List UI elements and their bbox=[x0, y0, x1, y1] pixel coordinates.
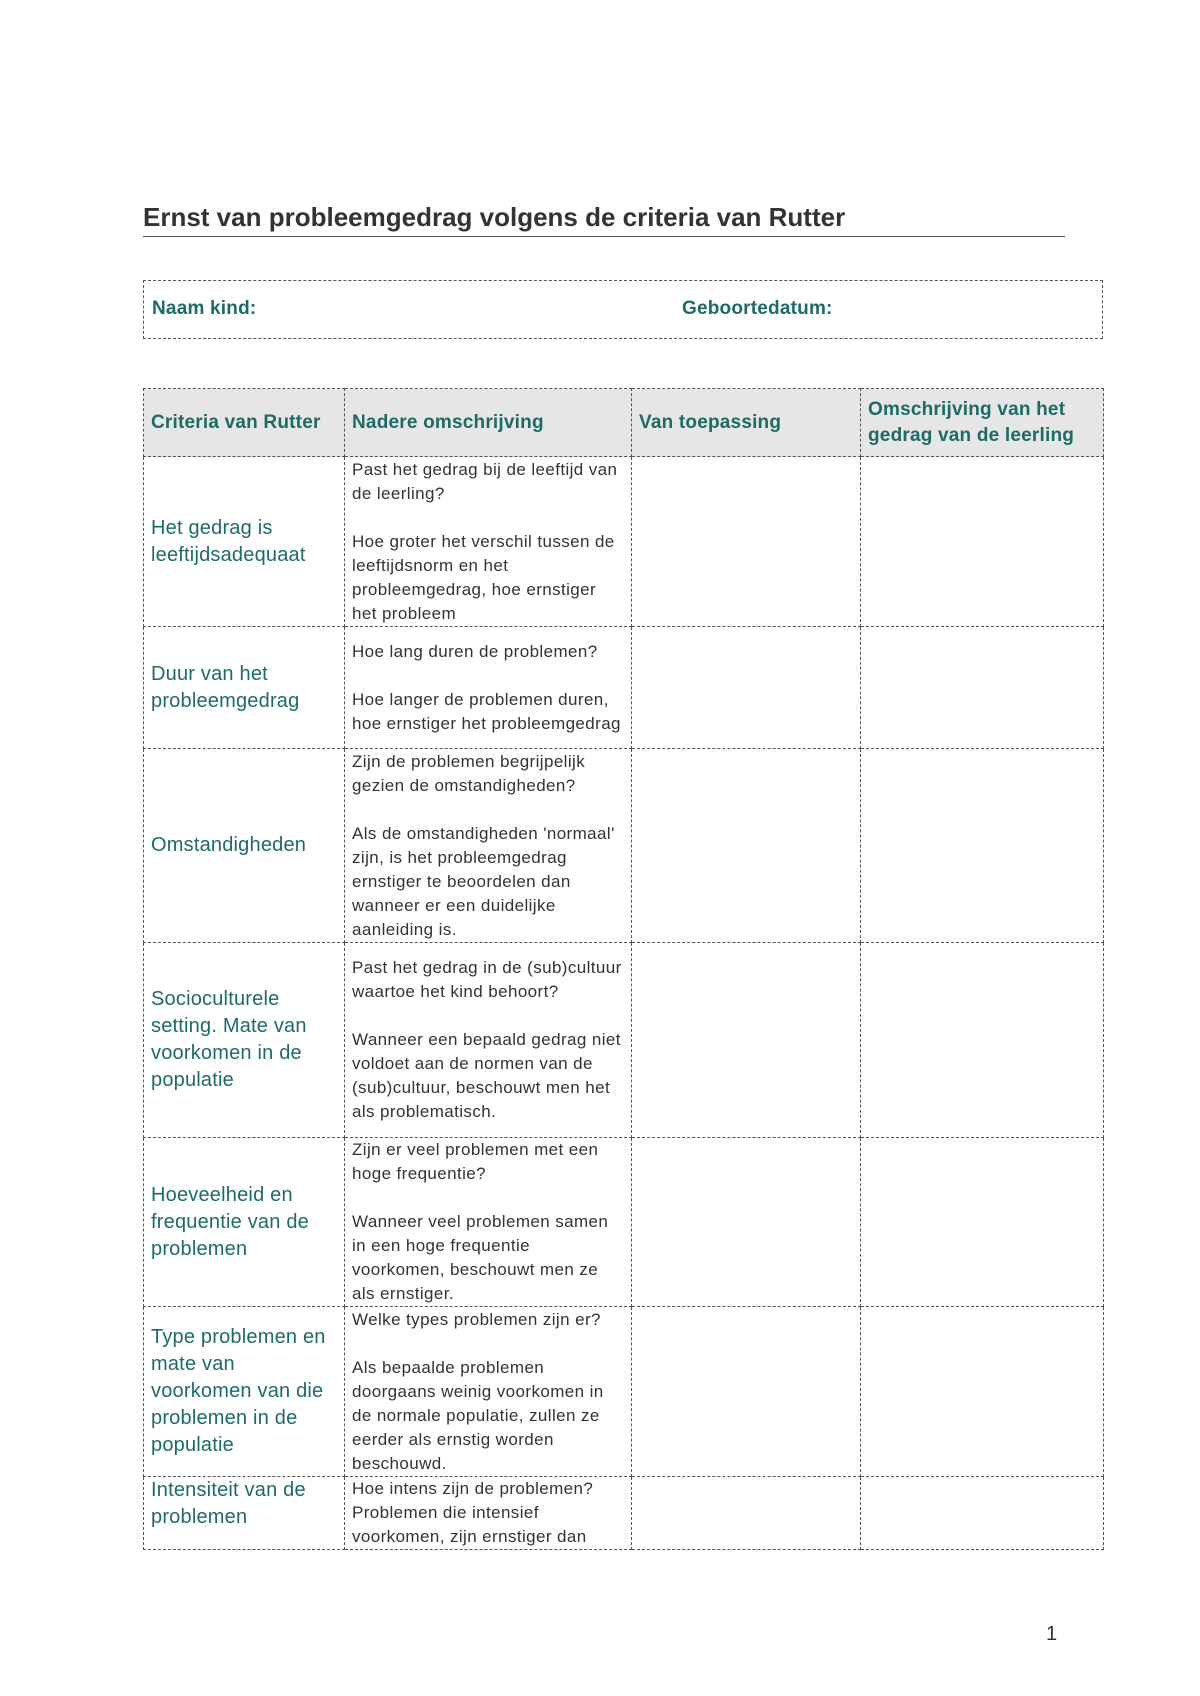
applicable-cell[interactable] bbox=[632, 749, 861, 943]
table-row bbox=[144, 749, 1104, 943]
description-explanation: Problemen die intensief voorkomen, zijn ernstiger dan bbox=[352, 1503, 587, 1546]
table-row bbox=[144, 1477, 1104, 1550]
child-info-box bbox=[143, 280, 1103, 339]
table-row bbox=[144, 1307, 1104, 1477]
criterion-cell: Intensiteit van de problemen bbox=[144, 1477, 345, 1550]
table-row bbox=[144, 627, 1104, 749]
description-explanation: Hoe groter het verschil tussen de leeftijdsnorm en het probleemgedrag, hoe ernstiger het probleem bbox=[352, 531, 615, 623]
header-criteria: Criteria van Rutter bbox=[144, 389, 345, 457]
table-header-row bbox=[144, 389, 1104, 457]
header-applicable: Van toepassing bbox=[632, 389, 861, 457]
header-behavior: Omschrijving van het gedrag van de leerling bbox=[861, 389, 1104, 457]
table-row bbox=[144, 943, 1104, 1138]
table-row bbox=[144, 457, 1104, 627]
description-cell bbox=[345, 749, 632, 943]
applicable-cell[interactable] bbox=[632, 943, 861, 1138]
behavior-cell[interactable] bbox=[861, 627, 1104, 749]
criteria-table bbox=[143, 388, 1104, 1550]
table-row bbox=[144, 1138, 1104, 1307]
description-cell bbox=[345, 943, 632, 1138]
header-description: Nadere omschrijving bbox=[345, 389, 632, 457]
page-number: 1 bbox=[1046, 1623, 1058, 1645]
behavior-cell[interactable] bbox=[861, 1477, 1104, 1550]
description-question: Zijn de problemen begrijpelijk gezien de omstandigheden? bbox=[352, 751, 586, 795]
description-question: Past het gedrag bij de leeftijd van de leerling? bbox=[352, 459, 618, 503]
applicable-cell[interactable] bbox=[632, 457, 861, 627]
behavior-cell[interactable] bbox=[861, 943, 1104, 1138]
applicable-cell[interactable] bbox=[632, 1477, 861, 1550]
description-cell bbox=[345, 457, 632, 627]
criterion-cell: Omstandigheden bbox=[144, 749, 345, 943]
description-question: Zijn er veel problemen met een hoge frequentie? bbox=[352, 1140, 599, 1183]
child-name-label: Naam kind: bbox=[152, 298, 257, 319]
birthdate-label: Geboortedatum: bbox=[682, 298, 833, 319]
criterion-cell: Duur van het probleemgedrag bbox=[144, 627, 345, 749]
description-cell bbox=[345, 1477, 632, 1550]
criterion-cell: Type problemen en mate van voorkomen van die problemen in de populatie bbox=[144, 1307, 345, 1477]
criterion-cell: Het gedrag is leeftijdsadequaat bbox=[144, 457, 345, 627]
page-title: Ernst van probleemgedrag volgens de criteria van Rutter bbox=[143, 200, 1065, 237]
criterion-cell: Hoeveelheid en frequentie van de problemen bbox=[144, 1138, 345, 1307]
applicable-cell[interactable] bbox=[632, 627, 861, 749]
description-cell bbox=[345, 627, 632, 749]
description-question: Welke types problemen zijn er? bbox=[352, 1309, 601, 1329]
behavior-cell[interactable] bbox=[861, 1307, 1104, 1477]
applicable-cell[interactable] bbox=[632, 1307, 861, 1477]
description-question: Hoe intens zijn de problemen? bbox=[352, 1479, 594, 1498]
description-explanation: Als de omstandigheden 'normaal' zijn, is het probleemgedrag ernstiger te beoordelen dan wanneer er een duidelijke aanleiding is. bbox=[352, 823, 615, 939]
criterion-cell: Socioculturele setting. Mate van voorkomen in de populatie bbox=[144, 943, 345, 1138]
description-cell bbox=[345, 1138, 632, 1307]
behavior-cell[interactable] bbox=[861, 1138, 1104, 1307]
applicable-cell[interactable] bbox=[632, 1138, 861, 1307]
description-explanation: Als bepaalde problemen doorgaans weinig voorkomen in de normale populatie, zullen ze eerder als ernstig worden beschouwd. bbox=[352, 1357, 604, 1473]
description-question: Hoe lang duren de problemen? bbox=[352, 641, 598, 661]
description-explanation: Hoe langer de problemen duren, hoe ernstiger het probleemgedrag bbox=[352, 689, 621, 733]
description-question: Past het gedrag in de (sub)cultuur waartoe het kind behoort? bbox=[352, 958, 622, 1001]
behavior-cell[interactable] bbox=[861, 457, 1104, 627]
description-explanation: Wanneer veel problemen samen in een hoge frequentie voorkomen, beschouwt men ze als ernstiger. bbox=[352, 1212, 609, 1303]
description-explanation: Wanneer een bepaald gedrag niet voldoet aan de normen van de (sub)cultuur, beschouwt men het als problematisch. bbox=[352, 1030, 621, 1121]
behavior-cell[interactable] bbox=[861, 749, 1104, 943]
description-cell bbox=[345, 1307, 632, 1477]
